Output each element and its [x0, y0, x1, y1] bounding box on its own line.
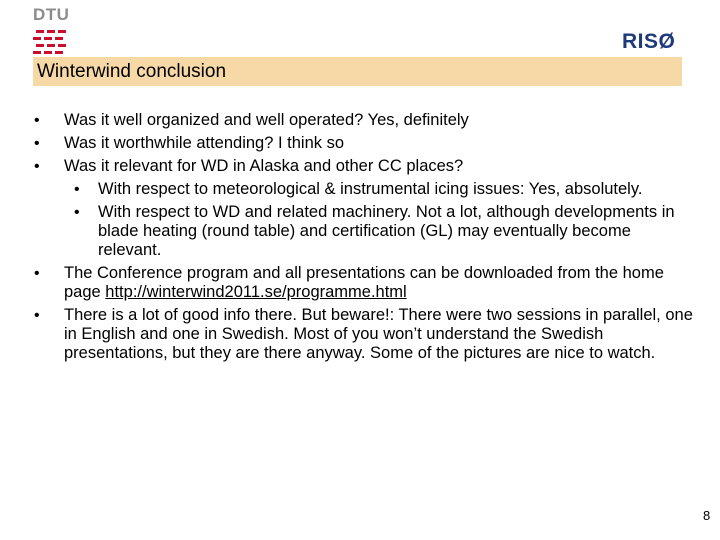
bullet-text: Was it well organized and well operated? Yes, definitely — [64, 111, 469, 129]
dtu-logo-text: DTU — [33, 5, 70, 24]
programme-link[interactable]: http://winterwind2011.se/programme.html — [105, 283, 407, 301]
bullet-item — [34, 264, 694, 302]
sub-bullet-item — [34, 203, 694, 260]
bullet-item — [34, 306, 694, 363]
dtu-logo-marks — [33, 30, 69, 56]
bullet-icon: • — [34, 158, 40, 175]
dtu-logo — [33, 6, 73, 61]
sub-bullet-text: With respect to meteorological & instrumental icing issues: Yes, absolutely. — [98, 180, 643, 198]
bullet-text: The Conference program and all presentations can be downloaded from the home page — [64, 264, 664, 301]
sub-bullet-item — [34, 180, 694, 199]
sub-bullet-icon: • — [74, 204, 80, 221]
bullet-icon: • — [34, 135, 40, 152]
bullet-item — [34, 157, 694, 176]
sub-bullet-icon: • — [74, 181, 80, 198]
slide-title-bar — [33, 57, 682, 86]
riso-logo: RISØ — [622, 30, 676, 53]
bullet-text: There is a lot of good info there. But beware!: There were two sessions in parallel, one in English and one in Swedish. Most of you won’t understand the Swedish presentations, but they are there anyway. Some of the pictures are nice to watch. — [64, 306, 693, 362]
bullet-item — [34, 134, 694, 153]
slide-title: Winterwind conclusion — [37, 61, 227, 82]
slide-body — [34, 111, 694, 369]
sub-bullet-text: With respect to WD and related machinery. Not a lot, although developments in blade heating (round table) and certification (GL) may eventually become relevant. — [98, 203, 675, 259]
bullet-icon: • — [34, 307, 40, 324]
bullet-item — [34, 111, 694, 130]
page-number: 8 — [703, 508, 711, 523]
bullet-text: Was it worthwhile attending? I think so — [64, 134, 345, 152]
bullet-text: Was it relevant for WD in Alaska and other CC places? — [64, 157, 464, 175]
bullet-icon: • — [34, 112, 40, 129]
bullet-icon: • — [34, 265, 40, 282]
